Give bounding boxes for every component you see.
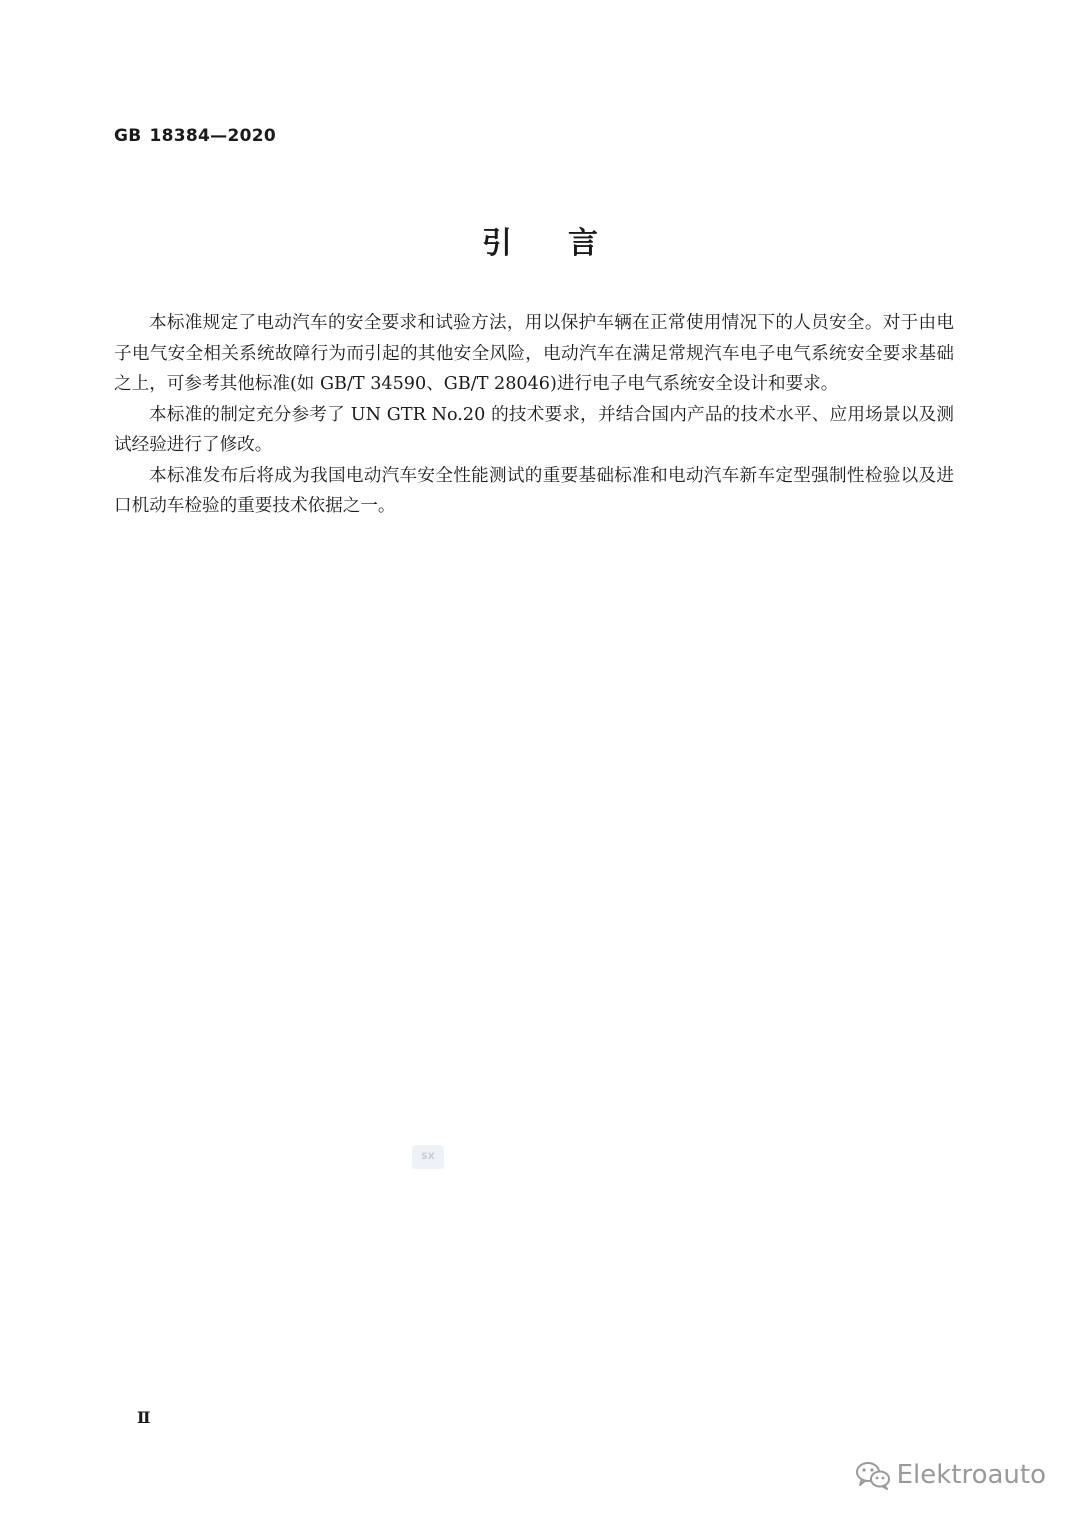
body-text [114,308,954,522]
paragraph: 本标准发布后将成为我国电动汽车安全性能测试的重要基础标准和电动汽车新车定型强制性检验以及进口机动车检验的重要技术依据之一。 [114,465,954,516]
paragraph: 本标准的制定充分参考了 UN GTR No.20 的技术要求，并结合国内产品的技术水平、应用场景以及测试经验进行了修改。 [114,404,954,455]
standard-prefix: GB [114,126,142,146]
wechat-icon [855,1460,891,1490]
page-number: Ⅱ [137,1408,151,1427]
watermark-text: Elektroauto [896,1460,1046,1490]
standard-header [114,126,276,146]
watermark [855,1460,1046,1490]
section-title: 引言 [482,226,654,261]
paragraph: 本标准规定了电动汽车的安全要求和试验方法，用以保护车辆在正常使用情况下的人员安全。对于由电子电气安全相关系统故障行为而引起的其他安全风险，电动汽车在满足常规汽车电子电气系统安全要求基础之上，可参考其他标准(如 GB/T 34590、GB/T 28046)进行电子电气系统安全设计和要求。 [114,313,954,394]
standard-number: 18384—2020 [149,126,276,146]
faint-logo-mark: SX [412,1145,444,1169]
